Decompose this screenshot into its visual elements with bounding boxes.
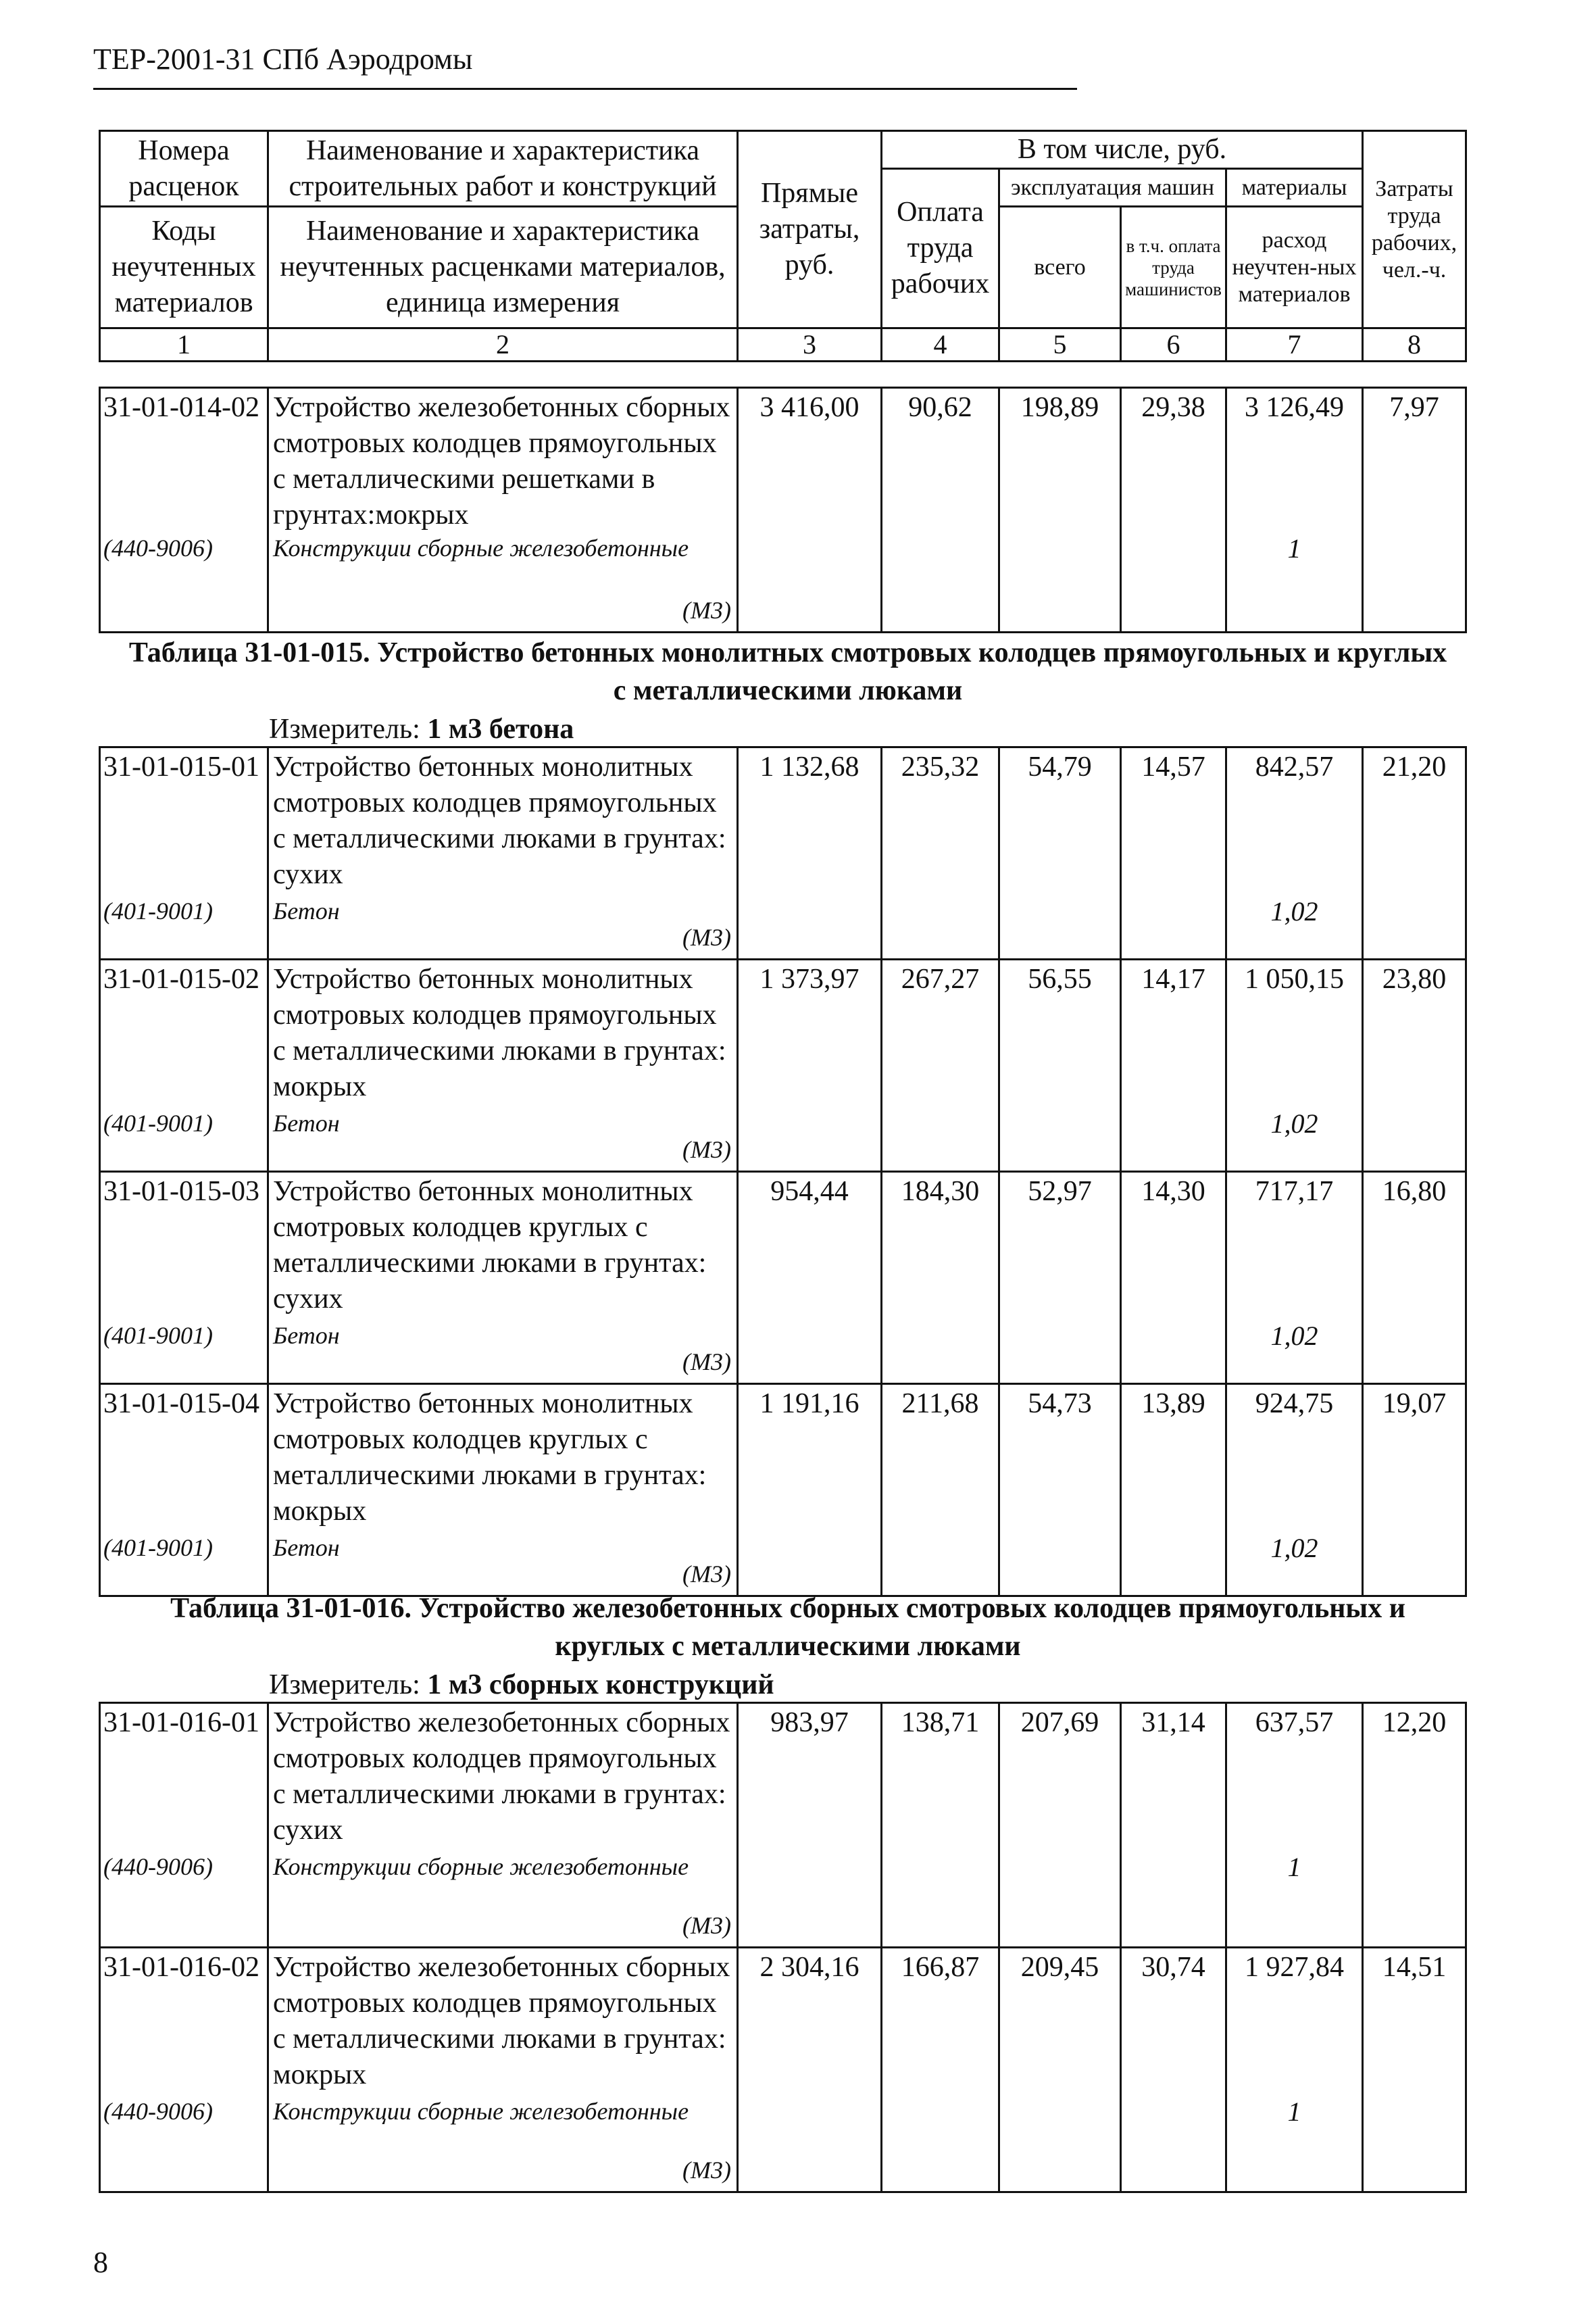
material-code: (401-9001) <box>103 1110 213 1137</box>
material-unit: (М3) <box>682 1912 731 1939</box>
materials-value: 637,57 <box>1255 1707 1334 1738</box>
header-labor-pay: Оплата труда рабочих <box>882 169 999 328</box>
header-direct-costs: Прямые затраты, руб. <box>738 131 882 328</box>
table-016-measure: Измеритель: 1 м3 сборных конструкций <box>269 1669 774 1700</box>
material-quantity: 1 <box>1287 1852 1301 1882</box>
material-quantity: 1,02 <box>1270 1321 1318 1351</box>
material-code: (401-9001) <box>103 1534 213 1561</box>
rate-code: 31-01-015-02 <box>103 964 259 995</box>
table-row <box>100 1172 1466 1384</box>
column-number: 6 <box>1121 328 1226 362</box>
machinists-pay-value: 13,89 <box>1121 1384 1226 1596</box>
material-code: (440-9006) <box>103 1853 213 1880</box>
rates-table-016 <box>99 1702 1467 2193</box>
material-code: (401-9001) <box>103 1322 213 1349</box>
document-title: ТЕР-2001-31 СПб Аэродромы <box>93 43 473 76</box>
table-row <box>100 960 1466 1172</box>
machines-total-value: 207,69 <box>999 1703 1121 1948</box>
header-labor-hours: Затраты труда рабочих, чел.-ч. <box>1363 131 1466 328</box>
labor-pay-value: 267,27 <box>882 960 999 1172</box>
material-quantity: 1,02 <box>1270 896 1318 927</box>
header-rate-numbers: Номера расценок <box>100 131 268 207</box>
material-unit: (М3) <box>682 597 731 624</box>
header-machines: эксплуатация машин <box>999 169 1226 207</box>
direct-costs-value: 1 191,16 <box>738 1384 882 1596</box>
column-number: 3 <box>738 328 882 362</box>
material-code: (440-9006) <box>103 2098 213 2125</box>
labor-hours-value: 23,80 <box>1363 960 1466 1172</box>
material-unit: (М3) <box>682 1348 731 1375</box>
materials-value: 1 927,84 <box>1245 1952 1344 1983</box>
material-quantity: 1,02 <box>1270 1108 1318 1139</box>
machines-total-value: 54,79 <box>999 747 1121 960</box>
rate-code: 31-01-016-01 <box>103 1707 259 1738</box>
column-header-table <box>99 130 1467 362</box>
direct-costs-value: 954,44 <box>738 1172 882 1384</box>
labor-hours-value: 16,80 <box>1363 1172 1466 1384</box>
header-materials: материалы <box>1226 169 1363 207</box>
header-machinists-pay: в т.ч. оплата труда машинистов <box>1121 207 1226 328</box>
labor-pay-value: 184,30 <box>882 1172 999 1384</box>
machines-total-value: 209,45 <box>999 1948 1121 2192</box>
material-name: Конструкции сборные железобетонные <box>273 535 689 562</box>
labor-hours-value: 12,20 <box>1363 1703 1466 1948</box>
labor-hours-value: 21,20 <box>1363 747 1466 960</box>
work-description: Устройство бетонных монолитных смотровых колодцев круглых с металлическими люками в грунтах: сухих <box>273 1176 707 1314</box>
table-015-measure: Измеритель: 1 м3 бетона <box>269 714 574 745</box>
direct-costs-value: 2 304,16 <box>738 1948 882 2192</box>
direct-costs-value: 983,97 <box>738 1703 882 1948</box>
materials-value: 3 126,49 <box>1245 392 1344 423</box>
column-number: 2 <box>268 328 738 362</box>
direct-costs-value: 3 416,00 <box>738 388 882 633</box>
page-number: 8 <box>93 2246 108 2279</box>
machines-total-value: 52,97 <box>999 1172 1121 1384</box>
work-description: Устройство железобетонных сборных смотровых колодцев прямоугольных с металлическими люками в грунтах: мокрых <box>273 1952 730 2090</box>
column-number: 1 <box>100 328 268 362</box>
table-row <box>100 1703 1466 1948</box>
labor-pay-value: 211,68 <box>882 1384 999 1596</box>
materials-value: 924,75 <box>1255 1388 1334 1419</box>
material-quantity: 1,02 <box>1270 1533 1318 1563</box>
labor-hours-value: 19,07 <box>1363 1384 1466 1596</box>
materials-value: 717,17 <box>1255 1176 1334 1207</box>
column-number: 7 <box>1226 328 1363 362</box>
direct-costs-value: 1 373,97 <box>738 960 882 1172</box>
labor-pay-value: 90,62 <box>882 388 999 633</box>
materials-value: 842,57 <box>1255 752 1334 783</box>
material-unit: (М3) <box>682 2157 731 2184</box>
material-unit: (М3) <box>682 924 731 951</box>
labor-pay-value: 138,71 <box>882 1703 999 1948</box>
rate-code: 31-01-015-01 <box>103 752 259 783</box>
work-description: Устройство бетонных монолитных смотровых колодцев круглых с металлическими люками в грунтах: мокрых <box>273 1388 707 1527</box>
header-work-name: Наименование и характеристика строительных работ и конструкций <box>268 131 738 207</box>
column-number: 8 <box>1363 328 1466 362</box>
machinists-pay-value: 30,74 <box>1121 1948 1226 2192</box>
work-description: Устройство железобетонных сборных смотровых колодцев прямоугольных с металлическими решетками в грунтах:мокрых <box>273 392 730 531</box>
rates-table-015 <box>99 746 1467 1597</box>
work-description: Устройство бетонных монолитных смотровых колодцев прямоугольных с металлическими люками в грунтах: мокрых <box>273 964 726 1102</box>
rates-table-014 <box>99 387 1467 633</box>
table-row <box>100 747 1466 960</box>
rate-code: 31-01-014-02 <box>103 392 259 423</box>
material-name: Бетон <box>273 1110 340 1137</box>
material-quantity: 1 <box>1287 533 1301 564</box>
work-description: Устройство бетонных монолитных смотровых колодцев прямоугольных с металлическими люками в грунтах: сухих <box>273 752 726 890</box>
table-016-title: Таблица 31-01-016. Устройство железобетонных сборных смотровых колодцев прямоугольных и круглых с металлическими люками <box>170 1593 1405 1662</box>
direct-costs-value: 1 132,68 <box>738 747 882 960</box>
material-unit: (М3) <box>682 1560 731 1588</box>
material-name: Бетон <box>273 1322 340 1349</box>
machines-total-value: 56,55 <box>999 960 1121 1172</box>
machines-total-value: 54,73 <box>999 1384 1121 1596</box>
title-divider <box>93 88 1077 90</box>
materials-value: 1 050,15 <box>1245 964 1344 995</box>
header-material-codes: Коды неучтенных материалов <box>100 207 268 328</box>
labor-pay-value: 166,87 <box>882 1948 999 2192</box>
labor-hours-value: 14,51 <box>1363 1948 1466 2192</box>
material-code: (401-9001) <box>103 897 213 925</box>
material-quantity: 1 <box>1287 2096 1301 2127</box>
material-name: Бетон <box>273 1534 340 1561</box>
table-015-title: Таблица 31-01-015. Устройство бетонных монолитных смотровых колодцев прямоугольных и круглых с металлическими люками <box>128 637 1447 706</box>
header-including-group: В том числе, руб. <box>882 131 1363 169</box>
machinists-pay-value: 14,30 <box>1121 1172 1226 1384</box>
machinists-pay-value: 31,14 <box>1121 1703 1226 1948</box>
rate-code: 31-01-016-02 <box>103 1952 259 1983</box>
material-name: Бетон <box>273 897 340 925</box>
table-row <box>100 388 1466 633</box>
rate-code: 31-01-015-04 <box>103 1388 259 1419</box>
rate-code: 31-01-015-03 <box>103 1176 259 1207</box>
material-code: (440-9006) <box>103 535 213 562</box>
header-machines-total: всего <box>999 207 1121 328</box>
header-unaccounted-materials: расход неучтен-ных материалов <box>1226 207 1363 328</box>
labor-hours-value: 7,97 <box>1363 388 1466 633</box>
material-name: Конструкции сборные железобетонные <box>273 1853 689 1880</box>
machines-total-value: 198,89 <box>999 388 1121 633</box>
machinists-pay-value: 29,38 <box>1121 388 1226 633</box>
header-material-names: Наименование и характеристика неучтенных расценками материалов, единица измерения <box>268 207 738 328</box>
column-number: 5 <box>999 328 1121 362</box>
machinists-pay-value: 14,57 <box>1121 747 1226 960</box>
table-row <box>100 1384 1466 1596</box>
machinists-pay-value: 14,17 <box>1121 960 1226 1172</box>
table-row <box>100 1948 1466 2192</box>
material-name: Конструкции сборные железобетонные <box>273 2098 689 2125</box>
work-description: Устройство железобетонных сборных смотровых колодцев прямоугольных с металлическими люками в грунтах: сухих <box>273 1707 730 1846</box>
column-number: 4 <box>882 328 999 362</box>
material-unit: (М3) <box>682 1136 731 1163</box>
labor-pay-value: 235,32 <box>882 747 999 960</box>
